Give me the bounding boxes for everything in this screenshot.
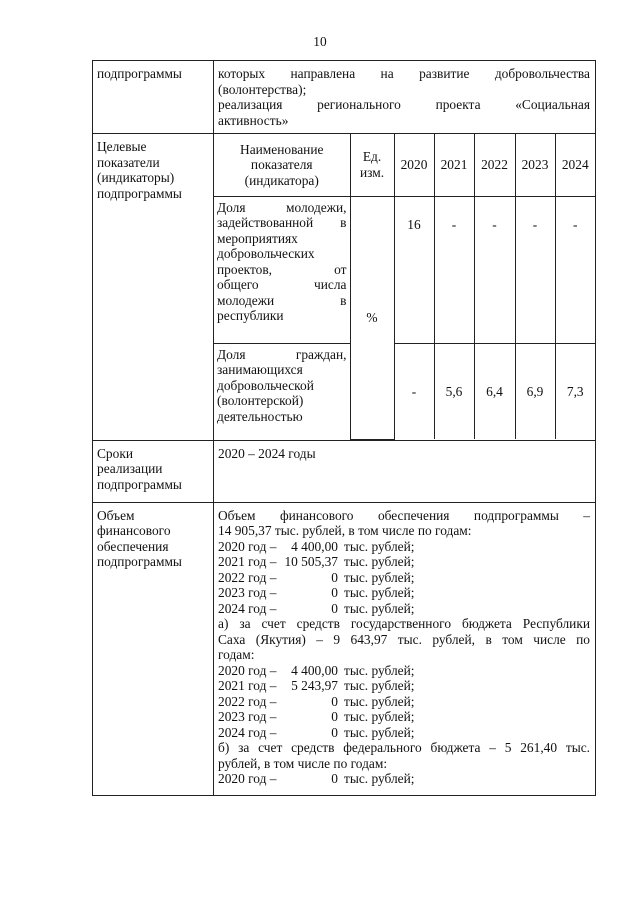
row2-left (93, 134, 214, 441)
financing-a-line: Саха (Якутия) – 9 643,97 тыс. рублей, в том числе по (218, 631, 590, 647)
unit-header: Ед. изм. (350, 134, 394, 196)
row2-left-line: подпрограммы (97, 185, 182, 201)
unit-value: % (350, 196, 394, 439)
indicator-value: 5,6 (434, 343, 474, 439)
indicator-name-line: Доля молодежи, (217, 199, 347, 215)
indicator-value: - (555, 196, 595, 343)
indicator-name (214, 343, 350, 439)
indicator-name (214, 196, 350, 343)
indicator-header-row (214, 134, 595, 196)
row-timeframe (93, 440, 596, 502)
year-amount-line: 2020 год – 0 тыс. рублей; (218, 771, 415, 786)
indicator-value: - (434, 196, 474, 343)
indicator-cell (214, 134, 596, 441)
indicator-value: 7,3 (555, 343, 595, 439)
indicator-row (214, 343, 595, 439)
row2-left-line: (индикаторы) (97, 170, 175, 185)
row3-left-line: Сроки (97, 445, 133, 461)
indicator-row (214, 196, 595, 343)
indicator-value: - (474, 196, 515, 343)
row1-line: реализация регионального проекта «Социальная (218, 97, 590, 112)
row4-left-line: финансового (97, 523, 171, 538)
indicator-table (214, 134, 595, 440)
indicator-value: 16 (394, 196, 434, 343)
indicator-name-line: Доля граждан, (217, 346, 347, 362)
row1-right (214, 61, 596, 134)
row2-left-line: Целевые (97, 139, 147, 154)
indicator-name-line: молодежи в (217, 292, 347, 308)
indicator-name-line: мероприятиях (217, 230, 298, 246)
row1-line: которых направлена на развитие добровольчества (218, 66, 590, 81)
year-amount-line: 2022 год – 0 тыс. рублей; (218, 569, 415, 585)
indicator-value: - (515, 196, 555, 343)
indicator-value: 6,4 (474, 343, 515, 439)
year-amount-line: 2021 год – 10 505,37 тыс. рублей; (218, 554, 415, 569)
row1-line: активность» (218, 112, 289, 128)
year-amount-line: 2021 год – 5 243,97 тыс. рублей; (218, 678, 415, 693)
indicator-name-line: (волонтерской) (217, 393, 304, 408)
indicator-name-line: добровольческой (217, 377, 314, 393)
year-amount-line: 2024 год – 0 тыс. рублей; (218, 724, 415, 740)
row4-right (214, 502, 596, 795)
indicator-value: - (394, 343, 434, 439)
row3-left (93, 440, 214, 502)
row2-left-line: показатели (97, 154, 160, 170)
year-header: 2022 (474, 134, 515, 196)
passport-table (92, 60, 596, 796)
financing-b-line: б) за счет средств федерального бюджета – 5 261,40 тыс. (218, 740, 590, 755)
page-number: 10 (313, 34, 327, 49)
financing-a-line: годам: (218, 647, 255, 662)
year-header: 2020 (394, 134, 434, 196)
financing-intro-line: Объем финансового обеспечения подпрограммы – (218, 507, 590, 523)
row4-left (93, 502, 214, 795)
row3-right: 2020 – 2024 годы (214, 440, 596, 502)
indicator-name-line: общего числа (217, 277, 347, 292)
row4-left-line: обеспечения (97, 538, 169, 554)
indicator-name-line: деятельностью (217, 408, 303, 424)
indicator-value: 6,9 (515, 343, 555, 439)
row4-left-line: Объем (97, 507, 135, 523)
row-subprogram-goal (93, 61, 596, 134)
row1-left: подпрограммы (93, 61, 214, 134)
year-amount-line: 2023 год – 0 тыс. рублей; (218, 585, 415, 600)
financing-intro-line: 14 905,37 тыс. рублей, в том числе по годам: (218, 523, 472, 538)
year-amount-line: 2020 год – 4 400,00 тыс. рублей; (218, 538, 415, 554)
year-amount-line: 2020 год – 4 400,00 тыс. рублей; (218, 662, 415, 678)
financing-a-line: а) за счет средств государственного бюджета Республики (218, 616, 590, 631)
row3-left-line: реализации (97, 461, 163, 476)
row-financing (93, 502, 596, 795)
indicator-name-line: задействованной в (217, 215, 347, 230)
year-amount-line: 2023 год – 0 тыс. рублей; (218, 709, 415, 724)
row4-left-line: подпрограммы (97, 554, 182, 569)
year-header: 2023 (515, 134, 555, 196)
indicator-name-header: Наименование показателя (индикатора) (214, 134, 350, 196)
year-amount-line: 2024 год – 0 тыс. рублей; (218, 600, 415, 616)
indicator-name-line: занимающихся (217, 362, 303, 377)
indicator-name-line: добровольческих (217, 246, 315, 261)
row3-left-line: подпрограммы (97, 476, 182, 492)
indicator-name-line: проектов, от (217, 261, 347, 277)
year-header: 2024 (555, 134, 595, 196)
row1-line: (волонтерства); (218, 81, 307, 97)
indicator-name-line: республики (217, 308, 284, 323)
year-header: 2021 (434, 134, 474, 196)
year-amount-line: 2022 год – 0 тыс. рублей; (218, 693, 415, 709)
financing-b-line: рублей, в том числе по годам: (218, 755, 388, 771)
row-indicators (93, 134, 596, 441)
